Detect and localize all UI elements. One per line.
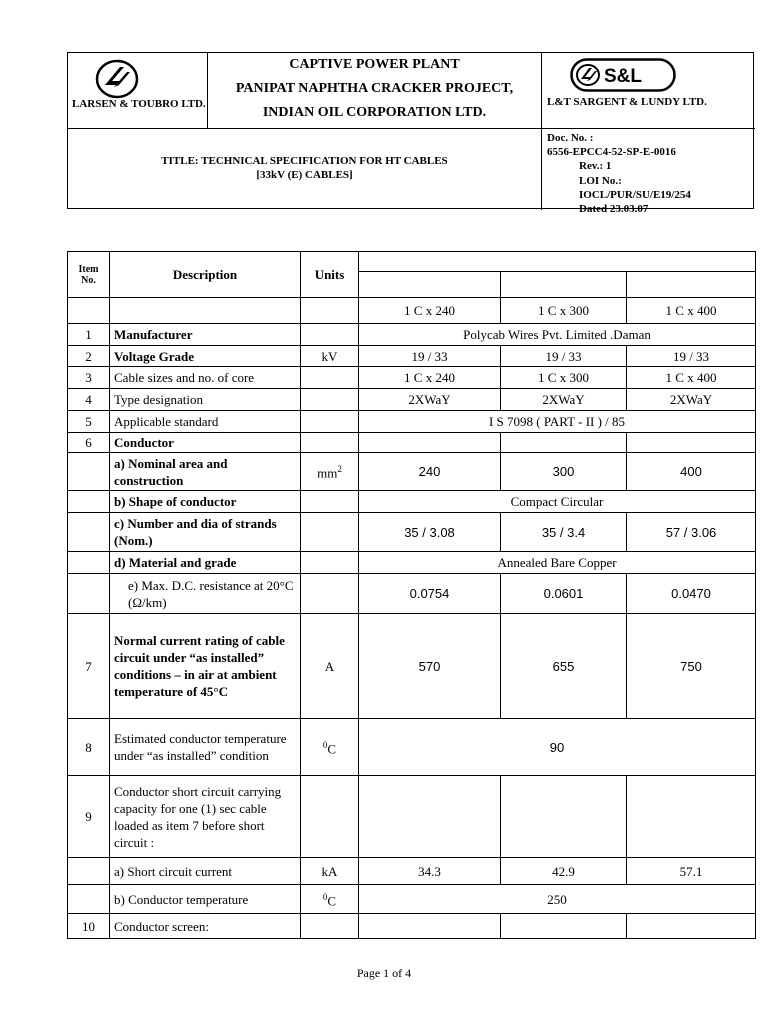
dated: Dated 23.03.07: [579, 203, 649, 216]
item-no: 5: [68, 411, 110, 433]
contractor-name: LARSEN & TOUBRO LTD.: [72, 98, 206, 110]
cell-value: 655: [501, 614, 627, 719]
table-row: [68, 614, 756, 719]
size-header: 1 C x 240: [359, 298, 501, 324]
cell-value: 0.0601: [501, 574, 627, 614]
row-label: b) Shape of conductor: [110, 491, 301, 513]
sl-logo-icon: [570, 58, 676, 92]
cell-value: 750: [627, 614, 756, 719]
cell-value: 0.0754: [359, 574, 501, 614]
table-row: [68, 858, 756, 885]
row-label: Cable sizes and no. of core: [110, 367, 301, 389]
cell-value: 35 / 3.4: [501, 513, 627, 552]
unit: $^0$C: [301, 885, 359, 914]
item-no: 6: [68, 433, 110, 453]
cell-value: 2XWaY: [359, 389, 501, 411]
cell-value: 35 / 3.08: [359, 513, 501, 552]
cell-value: 34.3: [359, 858, 501, 885]
table-row: [68, 389, 756, 411]
doc-info-cell: [541, 129, 755, 216]
cell-value: 300: [501, 453, 627, 491]
table-row: [68, 433, 756, 453]
cell-value: 19 / 33: [359, 346, 501, 367]
item-no: 2: [68, 346, 110, 367]
cell-value: 1 C x 300: [501, 367, 627, 389]
table-row: [68, 346, 756, 367]
row-label: c) Number and dia of strands (Nom.): [110, 513, 301, 552]
unit: kV: [301, 346, 359, 367]
document-header: [67, 52, 754, 216]
size-header: 1 C x 400: [627, 298, 756, 324]
row-label: Normal current rating of cable circuit under “as installed” conditions – in air at ambient temperature of 45°C: [110, 614, 301, 719]
cell-value: 19 / 33: [627, 346, 756, 367]
table-row: [68, 453, 756, 491]
table-row: [68, 298, 756, 324]
table-row: [68, 367, 756, 389]
cell-value: 400: [627, 453, 756, 491]
cell-value: 2XWaY: [627, 389, 756, 411]
row-label: Estimated conductor temperature under “as installed” condition: [110, 719, 301, 776]
unit: A: [301, 614, 359, 719]
table-row: [68, 491, 756, 513]
cell-value: 57 / 3.06: [627, 513, 756, 552]
unit: kA: [301, 858, 359, 885]
shape-value: Compact Circular: [359, 491, 756, 513]
row-label: Conductor screen:: [110, 914, 301, 939]
row-label: b) Conductor temperature: [110, 885, 301, 914]
item-no: 4: [68, 389, 110, 411]
row-label: Applicable standard: [110, 411, 301, 433]
table-row: [68, 324, 756, 346]
row-label: a) Short circuit current: [110, 858, 301, 885]
project-line-1: CAPTIVE POWER PLANT: [289, 57, 460, 72]
loi-number: IOCL/PUR/SU/E19/254: [579, 188, 691, 201]
table-row: [68, 552, 756, 574]
sl-logo-text: S&L: [604, 66, 642, 87]
cell-value: 1 C x 240: [359, 367, 501, 389]
row-label: a) Nominal area and construction: [110, 453, 301, 491]
loi-label: LOI No.:: [579, 174, 622, 187]
revision: Rev.: 1: [579, 160, 612, 173]
cell-value: 42.9: [501, 858, 627, 885]
col-item-header: Item No.: [68, 252, 110, 298]
project-line-2: PANIPAT NAPHTHA CRACKER PROJECT,: [235, 81, 514, 96]
table-row: [68, 719, 756, 776]
item-no: 9: [68, 776, 110, 858]
cell-value: 570: [359, 614, 501, 719]
table-row: [68, 914, 756, 939]
cell-value: 57.1: [627, 858, 756, 885]
item-no: 1: [68, 324, 110, 346]
cell-value: 0.0470: [627, 574, 756, 614]
unit: $mm^2$: [301, 453, 359, 491]
row-label: Type designation: [110, 389, 301, 411]
col-description-header: Description: [110, 252, 301, 298]
consultant-cell: [541, 53, 755, 129]
cell-value: 19 / 33: [501, 346, 627, 367]
standard-value: I S 7098 ( PART - II ) / 85: [359, 411, 756, 433]
title-line-2: [33kV (E) CABLES]: [256, 169, 353, 181]
item-no: 7: [68, 614, 110, 719]
title-line-1: TITLE: TECHNICAL SPECIFICATION FOR HT CABLES: [161, 155, 448, 167]
manufacturer-value: Polycab Wires Pvt. Limited .Daman: [359, 324, 756, 346]
row-label: Conductor short circuit carrying capacity for one (1) sec cable loaded as item 7 before short circuit :: [110, 776, 301, 858]
title-cell: [68, 129, 541, 210]
cell-value: 240: [359, 453, 501, 491]
table-row: [68, 513, 756, 552]
table-row: [68, 885, 756, 914]
item-no: 8: [68, 719, 110, 776]
unit: $^0$C: [301, 719, 359, 776]
row-label: Voltage Grade: [110, 346, 301, 367]
lt-logo-icon: [95, 59, 139, 99]
project-cell: [208, 53, 541, 129]
item-no: 10: [68, 914, 110, 939]
row-label: d) Material and grade: [110, 552, 301, 574]
doc-no: 6556-EPCC4-52-SP-E-0016: [547, 146, 676, 159]
project-line-3: INDIAN OIL CORPORATION LTD.: [262, 105, 487, 120]
table-row: [68, 411, 756, 433]
table-row: [68, 776, 756, 858]
contractor-cell: [68, 53, 208, 129]
row-label: Conductor: [110, 433, 301, 453]
table-row: [68, 574, 756, 614]
page-number: Page 1 of 4: [356, 966, 412, 980]
row-label: Manufacturer: [110, 324, 301, 346]
cell-value: 1 C x 400: [627, 367, 756, 389]
spec-table: [67, 251, 756, 939]
col-units-header: Units: [301, 252, 359, 298]
material-value: Annealed Bare Copper: [359, 552, 756, 574]
doc-no-label: Doc. No. :: [547, 132, 594, 144]
table-row: [68, 252, 756, 272]
cell-value: 2XWaY: [501, 389, 627, 411]
sc-temp-value: 250: [359, 885, 756, 914]
est-temp-value: 90: [359, 719, 756, 776]
consultant-name: L&T SARGENT & LUNDY LTD.: [547, 96, 707, 108]
size-header: 1 C x 300: [501, 298, 627, 324]
item-no: 3: [68, 367, 110, 389]
row-label: e) Max. D.C. resistance at 20°C (Ω/km): [110, 574, 301, 614]
